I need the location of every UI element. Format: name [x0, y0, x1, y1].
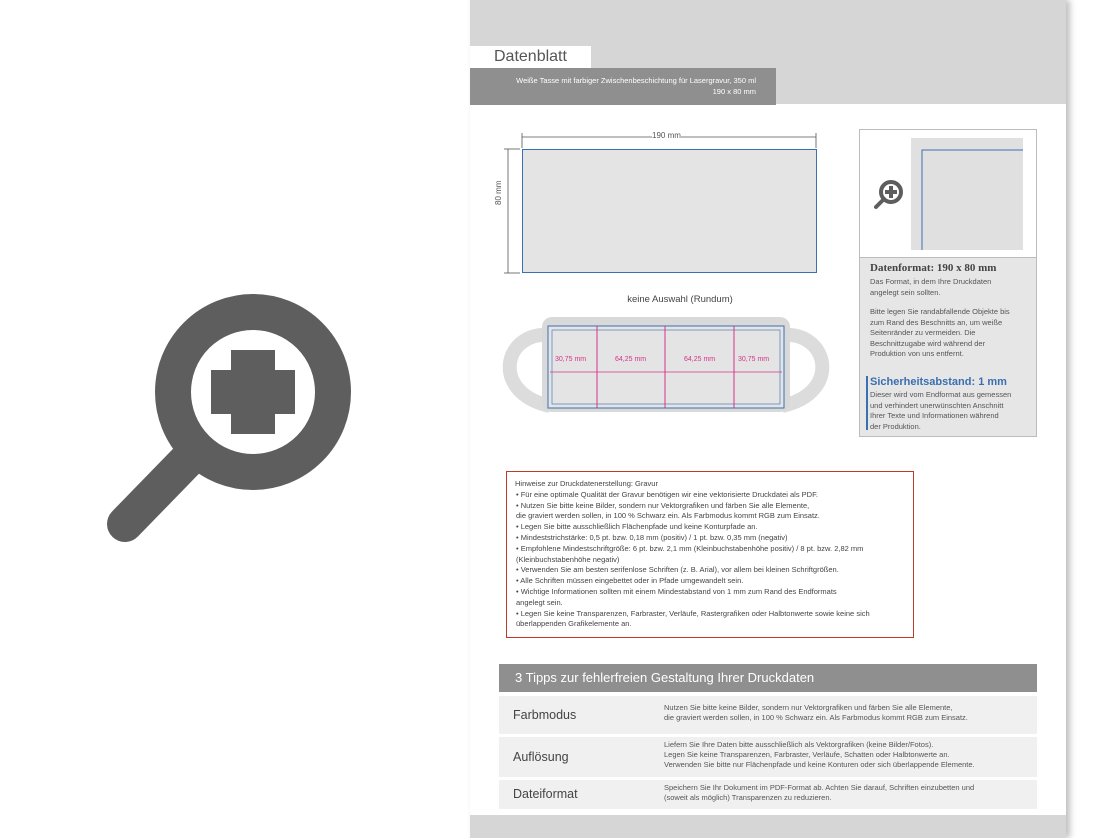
segment-label: 30,75 mm	[555, 356, 587, 363]
format-thumbnail	[860, 130, 1036, 258]
tip-row-farbmodus	[499, 696, 1037, 734]
engraving-notes	[506, 471, 914, 638]
list-item: • Mindeststrichstärke: 0,5 pt. bzw. 0,18 mm (positiv) / 1 pt. bzw. 0,35 mm (negativ)	[516, 532, 788, 542]
notes-heading: Hinweise zur Druckdatenerstellung: Gravur	[515, 479, 658, 488]
format-info-panel	[859, 129, 1037, 437]
list-item: • Legen Sie bitte ausschließlich Flächenpfade und keine Konturpfade an.	[516, 522, 758, 532]
tip-label: Auflösung	[513, 750, 569, 764]
list-item: überlappenden Grafikelemente an.	[516, 619, 632, 629]
list-item: • Legen Sie keine Transparenzen, Farbraster, Verläufe, Rastergrafiken oder Halbtonwerte sowie keine sich	[516, 608, 870, 618]
list-item: • Alle Schriften müssen eingebettet oder in Pfade umgewandelt sein.	[516, 576, 744, 586]
mug-caption: keine Auswahl (Rundum)	[627, 294, 733, 305]
preview-area	[0, 0, 470, 838]
segment-label: 64,25 mm	[615, 356, 647, 363]
safety-marker	[866, 376, 868, 430]
mug-diagram	[495, 312, 840, 417]
safety-text: Dieser wird vom Endformat aus gemessen und verhindert unerwünschten Anschnitt Ihrer Texte und Informationen während der Produktion.	[870, 390, 1012, 431]
print-area	[522, 149, 817, 273]
page-footer-band	[470, 815, 1066, 838]
tip-label: Dateiformat	[513, 787, 578, 801]
tip-row-dateiformat	[499, 780, 1037, 809]
tip-text: Speichern Sie Ihr Dokument im PDF-Format ab. Achten Sie darauf, Schriften einzubetten und (soweit als möglich) Transparenzen zu reduzieren.	[664, 783, 975, 802]
tip-text: Liefern Sie Ihre Daten bitte ausschließlich als Vektorgrafiken (keine Bilder/Fotos). Legen Sie keine Transparenzen, Farbraster, Verläufe, Schatten oder Halbtonwerte an. Verwenden Sie bitte nur Flächenpfade und keine Konturen oder sich überlappende Elemente.	[664, 740, 975, 769]
list-item: • Nutzen Sie bitte keine Bilder, sondern nur Vektorgrafiken und färben Sie alle Elemente,	[516, 500, 810, 510]
tips-heading: 3 Tipps zur fehlerfreien Gestaltung Ihrer Druckdaten	[499, 664, 1037, 692]
datasheet-page	[470, 0, 1066, 838]
width-label: 190 mm	[652, 131, 681, 140]
list-item: • Empfohlene Mindestschriftgröße: 6 pt. bzw. 2,1 mm (Kleinbuchstabenhöhe positiv) / 8 pt. bzw. 2,82 mm	[516, 543, 864, 553]
zoom-in-icon[interactable]	[105, 292, 355, 547]
list-item: angelegt sein.	[516, 597, 563, 607]
zoom-in-small-icon[interactable]	[872, 178, 904, 212]
segment-label: 64,25 mm	[684, 356, 716, 363]
tip-text: Nutzen Sie bitte keine Bilder, sondern nur Vektorgrafiken und färben Sie alle Elemente, die graviert werden sollen, in 100 % Schwarz ein. Als Farbmodus kommt RGB zum Einsatz.	[664, 703, 968, 722]
tip-label: Farbmodus	[513, 708, 577, 722]
product-subtitle: Weiße Tasse mit farbiger Zwischenbeschichtung für Lasergravur, 350 ml 190 x 80 mm	[470, 68, 776, 105]
list-item: • Verwenden Sie am besten serifenlose Schriften (z. B. Arial), vor allem bei kleinen Schriftgrößen.	[516, 565, 839, 575]
bleed-text: Bitte legen Sie randabfallende Objekte bis zum Rand des Beschnitts an, um weiße Seitenränder zu vermeiden. Die Beschnittzugabe wird während der Produktion von uns entfernt.	[870, 307, 1010, 358]
safety-title: Sicherheitsabstand: 1 mm	[870, 376, 1007, 388]
height-label: 80 mm	[494, 180, 503, 205]
format-text: Das Format, in dem Ihre Druckdaten angelegt sein sollten.	[870, 277, 992, 297]
list-item: • Für eine optimale Qualität der Gravur benötigen wir eine vektorisierte Druckdatei als PDF.	[516, 489, 818, 499]
format-title: Datenformat: 190 x 80 mm	[870, 262, 997, 274]
list-item: • Wichtige Informationen sollten mit einem Mindestabstand von 1 mm zum Rand des Endformats	[516, 586, 837, 596]
page-title: Datenblatt	[470, 46, 591, 68]
notes-list	[515, 490, 905, 630]
segment-label: 30,75 mm	[738, 356, 770, 363]
tip-row-aufloesung	[499, 737, 1037, 777]
list-item: die graviert werden sollen, in 100 % Schwarz ein. Als Farbmodus kommt RGB zum Einsatz.	[516, 511, 820, 521]
list-item: (Kleinbuchstabenhöhe negativ)	[516, 554, 620, 564]
